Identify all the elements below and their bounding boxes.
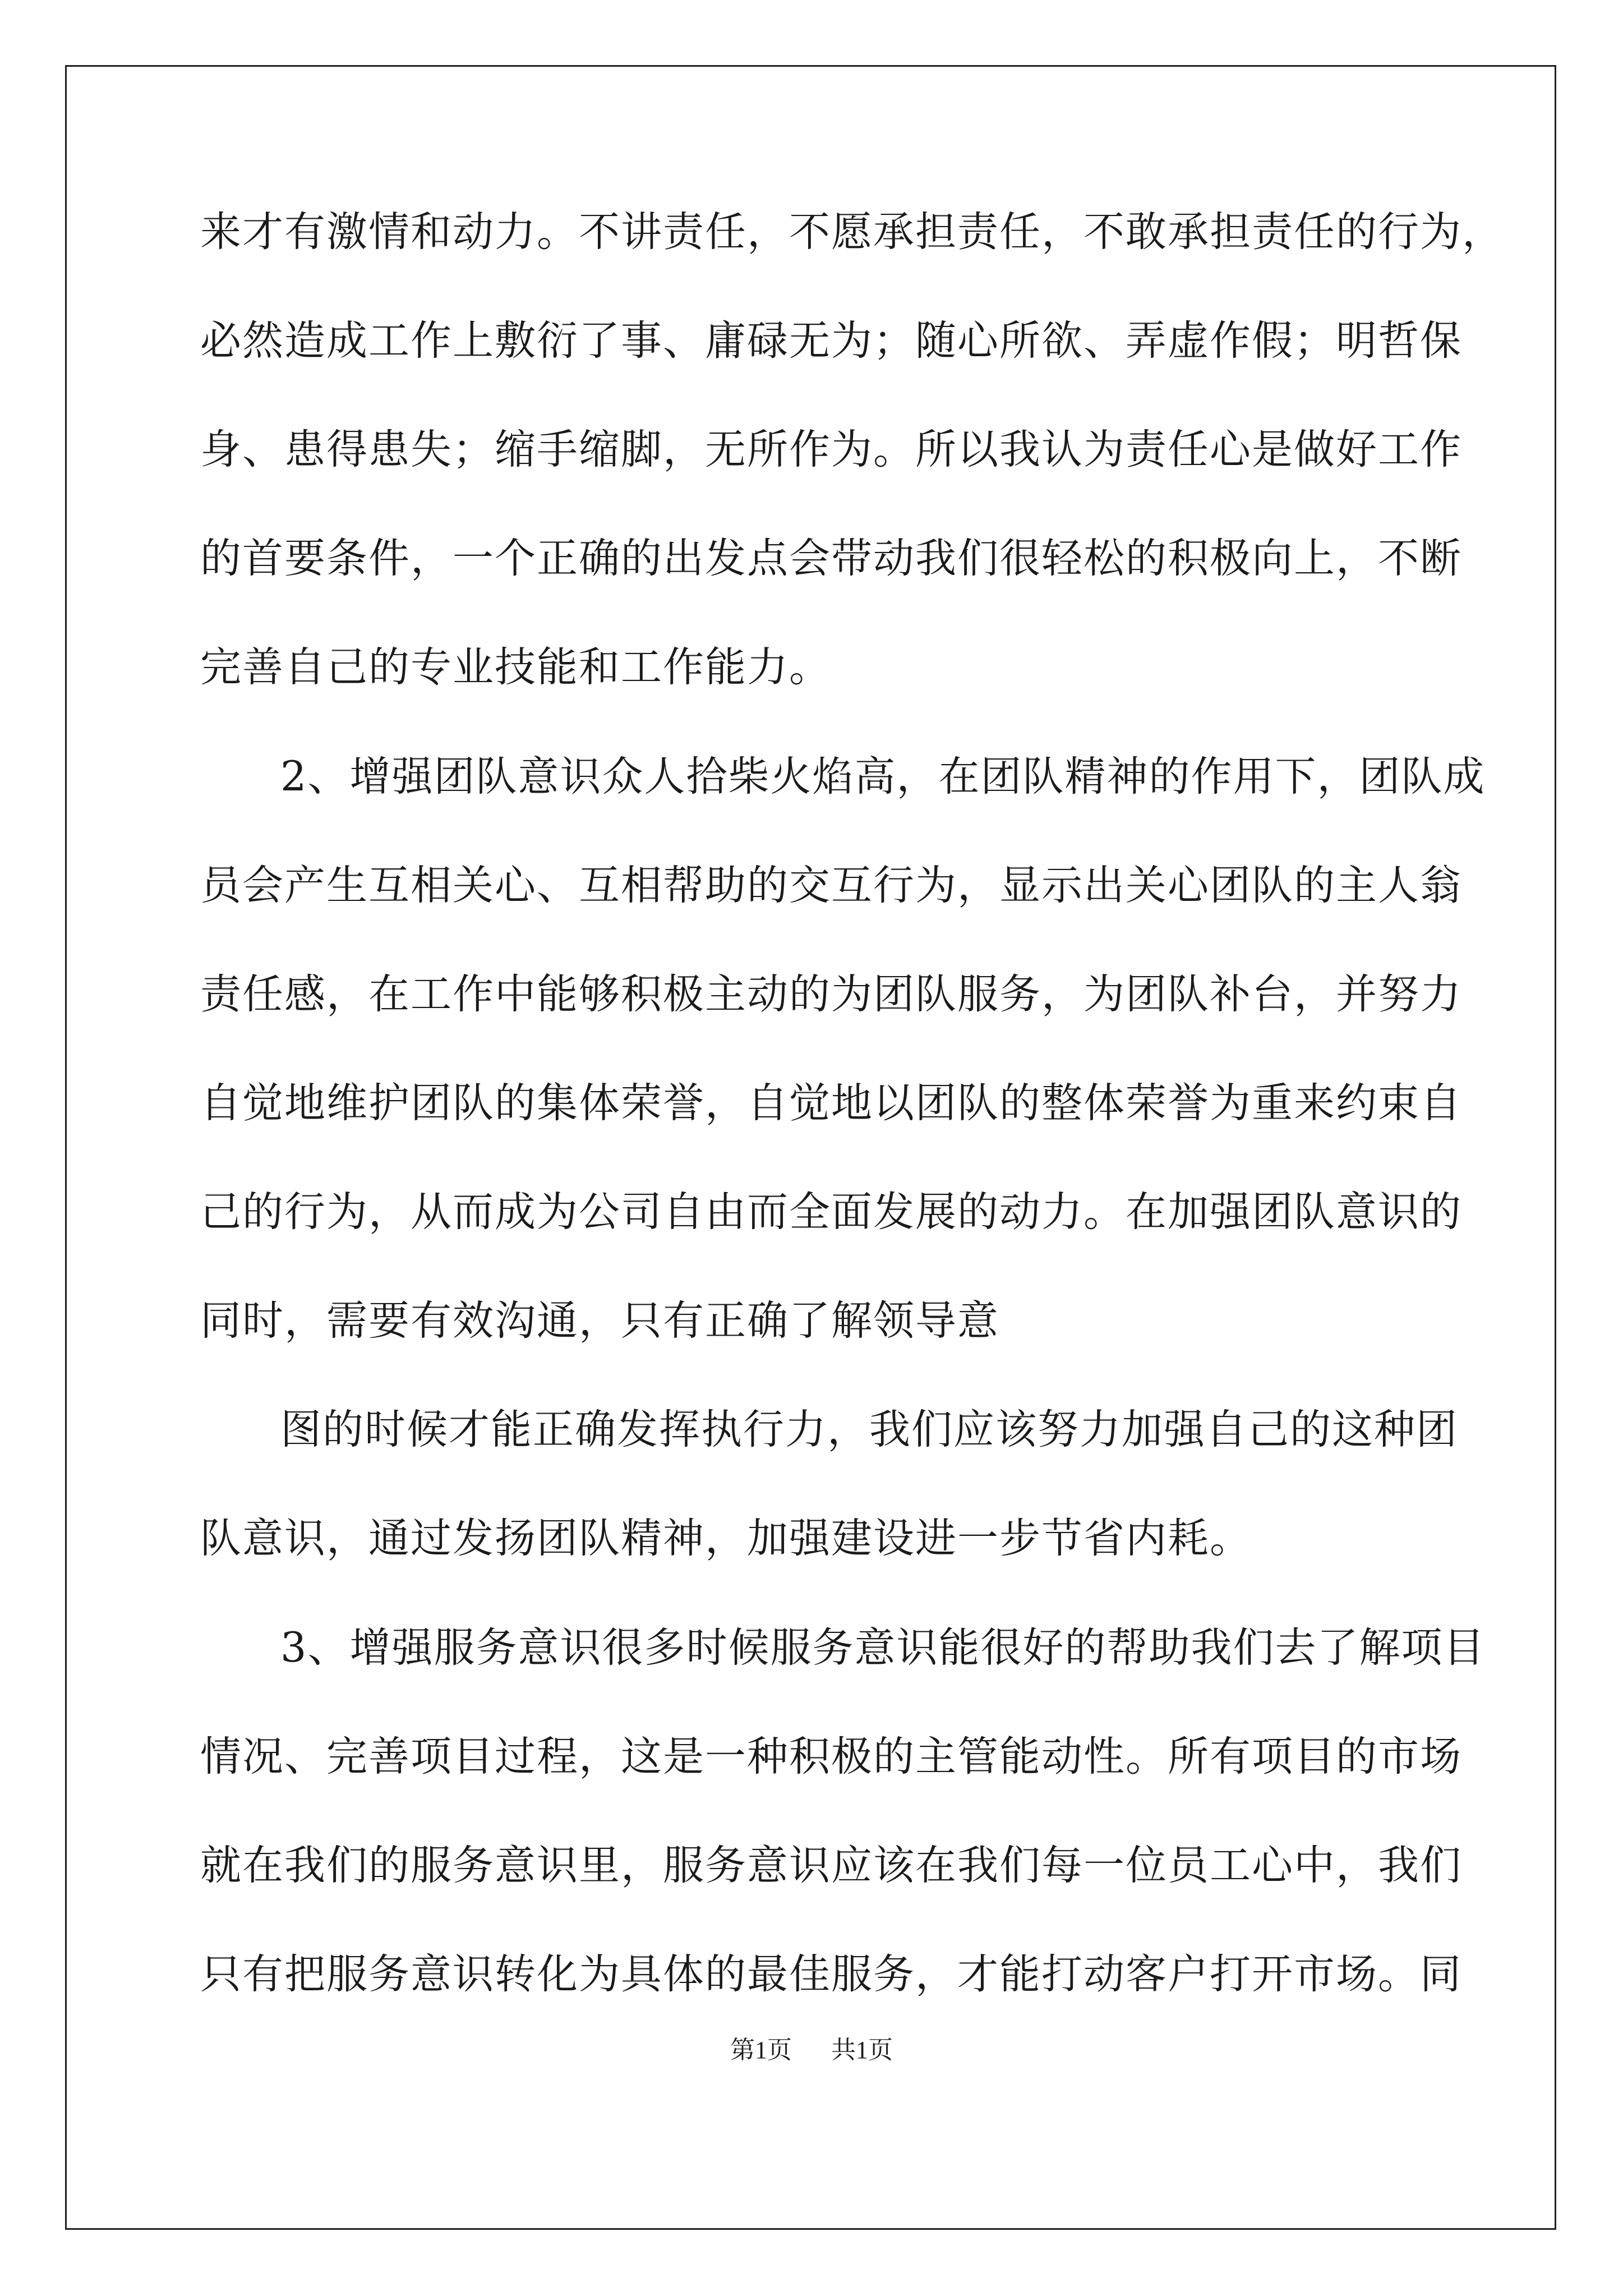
text-line-16: 就在我们的服务意识里，服务意识应该在我们每一位员工心中，我们 <box>200 1842 1462 1889</box>
text-line-4: 的首要条件，一个正确的出发点会带动我们很轻松的积极向上，不断 <box>200 535 1462 582</box>
text-line-3: 身、患得患失；缩手缩脚，无所作为。所以我认为责任心是做好工作 <box>200 426 1462 473</box>
text-line-13: 队意识，通过发扬团队精神，加强建设进一步节省内耗。 <box>200 1515 1252 1562</box>
text-line-12: 图的时候才能正确发挥执行力，我们应该努力加强自己的这种团 <box>280 1406 1458 1453</box>
text-line-10: 己的行为，从而成为公司自由而全面发展的动力。在加强团队意识的 <box>200 1188 1462 1236</box>
text-line-6: 2、增强团队意识众人拾柴火焰高，在团队精神的作用下，团队成 <box>280 753 1486 800</box>
text-line-5: 完善自己的专业技能和工作能力。 <box>200 643 831 691</box>
text-line-11: 同时，需要有效沟通，只有正确了解领导意 <box>200 1297 999 1345</box>
page-border <box>65 65 1556 2230</box>
text-line-14: 3、增强服务意识很多时候服务意识能很好的帮助我们去了解项目 <box>280 1624 1486 1672</box>
text-line-15: 情况、完善项目过程，这是一种积极的主管能动性。所有项目的市场 <box>200 1733 1462 1780</box>
text-line-17: 只有把服务意识转化为具体的最佳服务，才能打动客户打开市场。同 <box>200 1950 1462 1998</box>
text-line-9: 自觉地维护团队的集体荣誉，自觉地以团队的整体荣誉为重来约束自 <box>200 1079 1462 1127</box>
text-line-8: 责任感，在工作中能够积极主动的为团队服务，为团队补台，并努力 <box>200 970 1462 1018</box>
page-number: 第1页 <box>730 2036 792 2064</box>
text-line-2: 必然造成工作上敷衍了事、庸碌无为；随心所欲、弄虚作假；明哲保 <box>200 317 1462 365</box>
page-total: 共1页 <box>831 2036 893 2064</box>
page-footer <box>0 2033 1623 2067</box>
text-line-1: 来才有激情和动力。不讲责任，不愿承担责任，不敢承担责任的行为， <box>200 208 1504 256</box>
text-line-7: 员会产生互相关心、互相帮助的交互行为，显示出关心团队的主人翁 <box>200 862 1462 909</box>
